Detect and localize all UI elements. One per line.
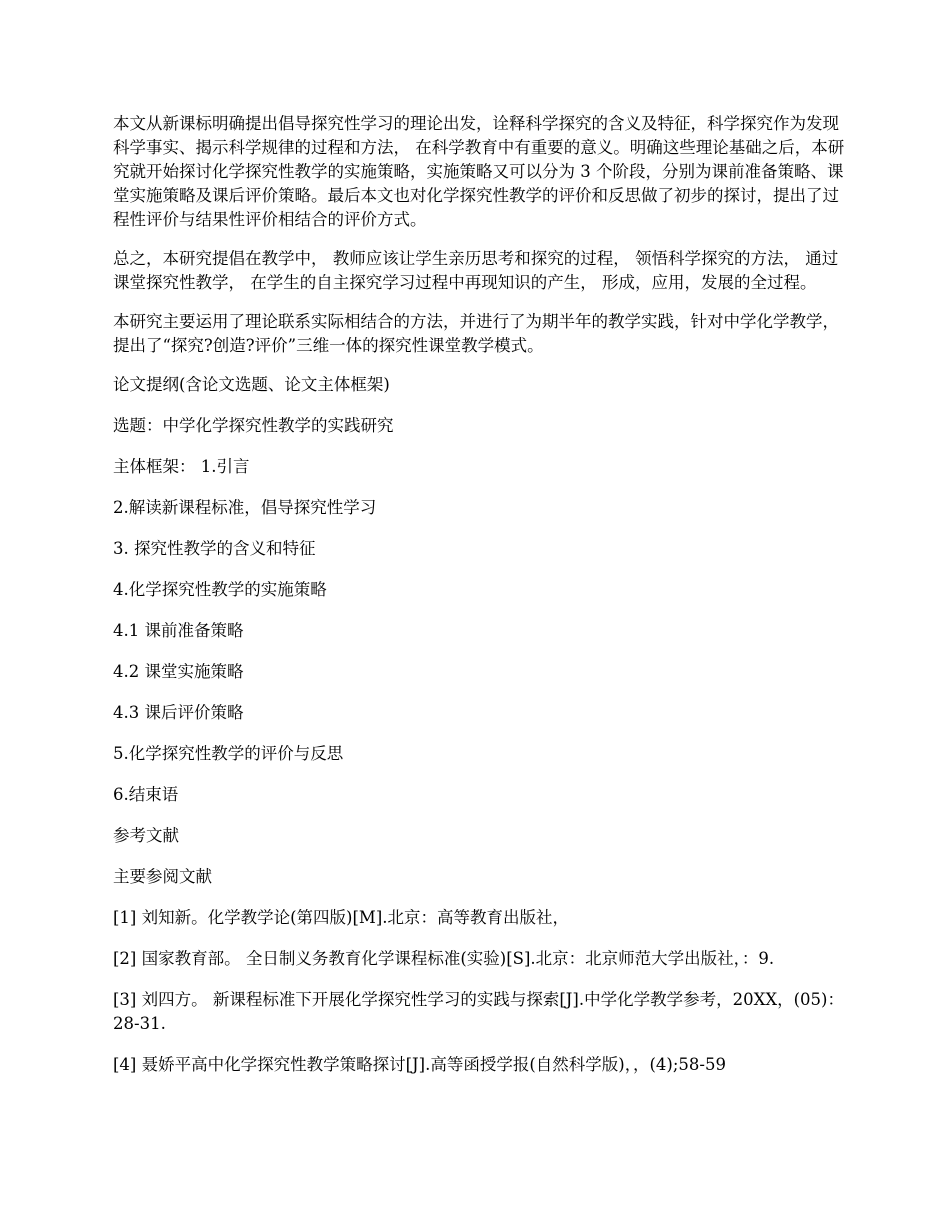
outline-item: 6.结束语 (113, 785, 179, 804)
reference-item: [1] 刘知新。化学教学论(第四版)[M].北京：高等教育出版社， (113, 908, 570, 927)
document-page (113, 112, 853, 1094)
abstract-paragraph-1: 本文从新课标明确提出倡导探究性学习的理论出发，诠释科学探究的含义及特征，科学探究作为发现科学事实、揭示科学规律的过程和方法， 在科学教育中有重要的意义。明确这些理论基础之后，本研究就开始探讨化学探究性教学的实施策略，实施策略又可以分为 3 个阶段，分别为课前准备策略、课堂实施策略及课后评价策略。最后本文也对化学探究性教学的评价和反思做了初步的探讨，提出了过程性评价与结果性评价相结合的评价方式。 (113, 114, 845, 229)
reference-item: [3] 刘四方。 新课程标准下开展化学探究性学习的实践与探索[J].中学化学教学参考，20XX，(05)：28-31. (113, 990, 844, 1033)
topic-line: 选题：中学化学探究性教学的实践研究 (113, 416, 394, 435)
reference-item: [2] 国家教育部。 全日制义务教育化学课程标准(实验)[S].北京：北京师范大学出版社，：9. (113, 949, 775, 968)
outline-item: 4.化学探究性教学的实施策略 (113, 580, 327, 599)
outline-item: 4.3 课后评价策略 (113, 703, 244, 722)
outline-item: 4.2 课堂实施策略 (113, 662, 244, 681)
abstract-paragraph-3: 本研究主要运用了理论联系实际相结合的方法，并进行了为期半年的教学实践，针对中学化学教学，提出了“探究?创造?评价”三维一体的探究性课堂教学模式。 (113, 312, 839, 355)
outline-item: 2.解读新课程标准，倡导探究性学习 (113, 498, 377, 517)
main-references-heading: 主要参阅文献 (113, 867, 212, 886)
reference-item: [4] 聂娇平高中化学探究性教学策略探讨[J].高等函授学报(自然科学版)，，(4);58-59 (113, 1055, 726, 1074)
abstract-paragraph-2: 总之，本研究提倡在教学中， 教师应该让学生亲历思考和探究的过程， 领悟科学探究的方法， 通过课堂探究性教学， 在学生的自主探究学习过程中再现知识的产生， 形成，应用，发展的全过程。 (113, 249, 839, 292)
outline-item: 3. 探究性教学的含义和特征 (113, 539, 316, 558)
outline-heading: 论文提纲(含论文选题、论文主体框架) (113, 375, 390, 394)
outline-item: 4.1 课前准备策略 (113, 621, 244, 640)
outline-item: 5.化学探究性教学的评价与反思 (113, 744, 344, 763)
references-heading: 参考文献 (113, 826, 179, 845)
framework-line: 主体框架： 1.引言 (113, 457, 250, 476)
